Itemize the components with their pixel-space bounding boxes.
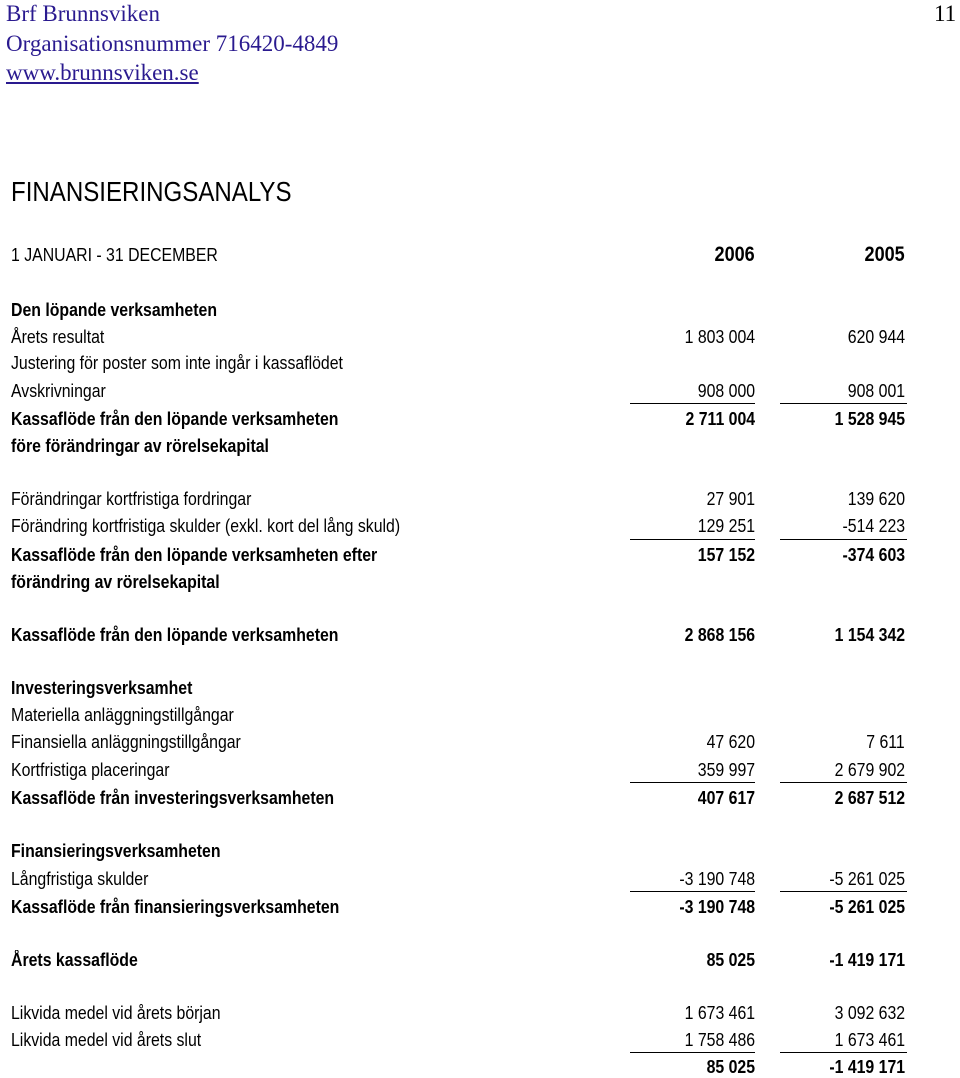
row-label: Materiella anläggningstillgångar — [11, 705, 234, 725]
row-value-2006: 85 025 — [706, 1057, 755, 1077]
row-label: Kassaflöde från den löpande verksamheten — [11, 409, 339, 429]
row-value-2005: -374 603 — [842, 545, 905, 565]
row-value-2006: 1 803 004 — [684, 327, 755, 347]
table-row — [0, 435, 960, 457]
table-row — [0, 1002, 960, 1024]
row-value-2006: 85 025 — [706, 950, 755, 970]
row-value-2005: 1 154 342 — [834, 625, 905, 645]
row-label: Justering för poster som inte ingår i kassaflödet — [11, 353, 343, 373]
row-value-2006: -3 190 748 — [679, 897, 755, 917]
row-value-2006: -3 190 748 — [679, 869, 755, 889]
table-row — [0, 787, 960, 809]
row-value-2005: -514 223 — [842, 516, 905, 536]
table-row — [0, 488, 960, 510]
subtotal-rule — [630, 891, 755, 892]
row-value-2005: 1 528 945 — [834, 409, 905, 429]
row-value-2005: 620 944 — [847, 327, 905, 347]
row-label: Avskrivningar — [11, 381, 106, 401]
table-row — [0, 949, 960, 971]
subtotal-rule — [630, 1052, 755, 1053]
table-row — [0, 624, 960, 646]
row-value-2005: 1 673 461 — [834, 1030, 905, 1050]
table-row — [0, 299, 960, 321]
year-column-2006: 2006 — [714, 243, 755, 266]
row-label: Likvida medel vid årets slut — [11, 1030, 202, 1050]
period-header-row — [0, 244, 960, 266]
table-row — [0, 868, 960, 890]
table-row — [0, 326, 960, 348]
row-label: Investeringsverksamhet — [11, 678, 193, 698]
row-label: Likvida medel vid årets början — [11, 1003, 221, 1023]
row-value-2006: 47 620 — [706, 732, 755, 752]
row-value-2006: 359 997 — [697, 760, 755, 780]
row-value-2005: 2 679 902 — [834, 760, 905, 780]
page-title: FINANSIERINGSANALYS — [11, 176, 292, 207]
row-label: förändring av rörelsekapital — [11, 572, 220, 592]
row-value-2006: 908 000 — [697, 381, 755, 401]
row-value-2005: 139 620 — [847, 489, 905, 509]
row-label: Finansiella anläggningstillgångar — [11, 732, 241, 752]
period-label: 1 JANUARI - 31 DECEMBER — [11, 245, 218, 265]
page-number: 11 — [934, 1, 957, 26]
row-label: Förändring kortfristiga skulder (exkl. kort del lång skuld) — [11, 516, 401, 536]
table-row — [0, 408, 960, 430]
subtotal-rule — [780, 891, 907, 892]
organization-name: Brf Brunnsviken — [6, 1, 160, 26]
subtotal-rule — [630, 782, 755, 783]
row-value-2006: 27 901 — [706, 489, 755, 509]
row-value-2006: 1 673 461 — [684, 1003, 755, 1023]
table-row — [0, 571, 960, 593]
subtotal-rule — [630, 403, 755, 404]
row-label: Finansieringsverksamheten — [11, 841, 221, 861]
row-label: Kassaflöde från finansieringsverksamheten — [11, 897, 340, 917]
table-row — [0, 731, 960, 753]
row-value-2005: 2 687 512 — [834, 788, 905, 808]
subtotal-rule — [630, 539, 755, 540]
row-value-2005: 3 092 632 — [834, 1003, 905, 1023]
table-row — [0, 896, 960, 918]
year-column-2005: 2005 — [864, 243, 905, 266]
row-label: Årets kassaflöde — [11, 950, 138, 970]
row-value-2006: 2 868 156 — [684, 625, 755, 645]
table-row — [0, 759, 960, 781]
subtotal-rule — [780, 403, 907, 404]
subtotal-rule — [780, 782, 907, 783]
row-value-2005: -5 261 025 — [829, 869, 905, 889]
table-row — [0, 515, 960, 537]
table-row — [0, 380, 960, 402]
table-row — [0, 1029, 960, 1051]
row-value-2006: 1 758 486 — [684, 1030, 755, 1050]
table-row — [0, 677, 960, 699]
row-value-2005: -5 261 025 — [829, 897, 905, 917]
row-label: Kassaflöde från den löpande verksamheten — [11, 625, 339, 645]
row-label: Kassaflöde från den löpande verksamheten efter — [11, 545, 378, 565]
row-value-2005: -1 419 171 — [829, 1057, 905, 1077]
table-row — [0, 1056, 960, 1078]
row-value-2005: 7 611 — [866, 732, 905, 752]
row-value-2006: 407 617 — [697, 788, 755, 808]
row-value-2005: -1 419 171 — [829, 950, 905, 970]
row-value-2006: 2 711 004 — [685, 409, 755, 429]
subtotal-rule — [780, 1052, 907, 1053]
website-link[interactable]: www.brunnsviken.se — [6, 60, 199, 85]
table-row — [0, 704, 960, 726]
organization-number: Organisationsnummer 716420-4849 — [6, 31, 339, 56]
row-value-2006: 129 251 — [697, 516, 755, 536]
row-label: Kortfristiga placeringar — [11, 760, 170, 780]
row-value-2005: 908 001 — [847, 381, 905, 401]
row-label: Långfristiga skulder — [11, 869, 149, 889]
row-label: Kassaflöde från investeringsverksamheten — [11, 788, 335, 808]
row-label: före förändringar av rörelsekapital — [11, 436, 269, 456]
table-row — [0, 352, 960, 374]
row-label: Förändringar kortfristiga fordringar — [11, 489, 252, 509]
row-value-2006: 157 152 — [697, 545, 755, 565]
table-row — [0, 840, 960, 862]
table-row — [0, 544, 960, 566]
row-label: Årets resultat — [11, 327, 105, 347]
row-label: Den löpande verksamheten — [11, 300, 218, 320]
subtotal-rule — [780, 539, 907, 540]
